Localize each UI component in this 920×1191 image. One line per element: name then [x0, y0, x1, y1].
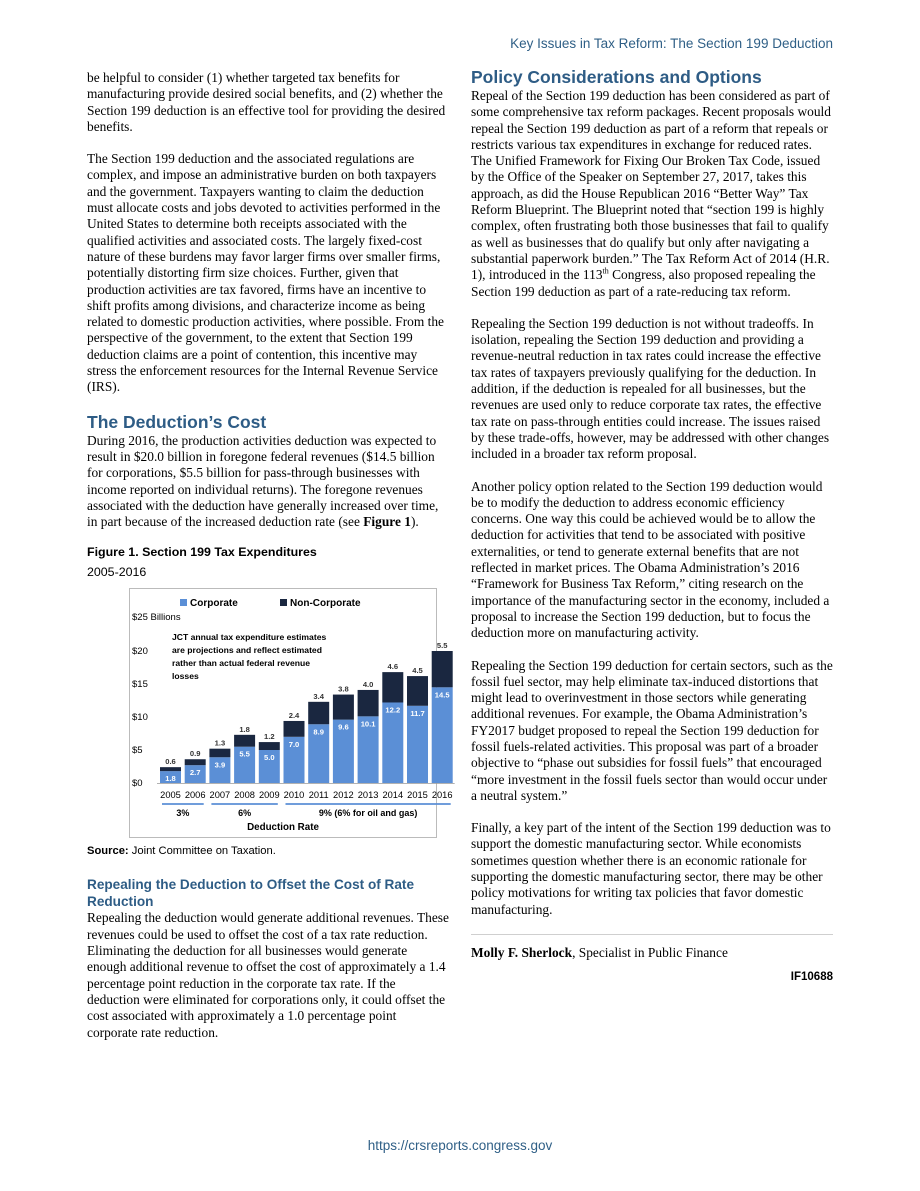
bar-noncorporate — [432, 651, 453, 687]
bar-noncorporate — [284, 721, 305, 737]
y-tick-label: $15 — [132, 679, 148, 691]
author-line — [471, 934, 833, 961]
paragraph: Another policy option related to the Section 199 deduction would be to modify the deduction to address economic efficiency concerns. One way this could be achieved would be to allow the deduction for activities that tend to be associated with positive externalities, or tend to generate external benefits that are not reflected in market prices. The Obama Administration’s 2016 “Framework for Business Tax Reform,” citing research on the importance of the manufacturing sector in the economy, included a proposal to increase the Section 199 deduction, but to focus the deduction more on manufacturing activity. — [471, 478, 830, 641]
data-label-noncorporate: 3.4 — [313, 692, 324, 702]
data-label-noncorporate: 1.2 — [264, 732, 275, 742]
paragraph: Repealing the Section 199 deduction is not without tradeoffs. In isolation, repealing the Section 199 deduction and providing a revenue-neutral reduction in tax rates could increase the effective tax rates of taxpayers previously qualifying for the deduction. In addition, if the deduction is repealed for all businesses, but the revenues are used only to reduce corporate tax rates, the effective tax rate on pass-through entities could increase. The issues raised by these trade-offs, however, may be addressed with other changes included in a broader tax reform proposal. — [471, 315, 830, 462]
legend-label-noncorporate: Non-Corporate — [290, 598, 361, 610]
data-label-corporate: 10.1 — [360, 719, 376, 729]
x-tick-label: 2010 — [283, 790, 305, 801]
bar-noncorporate — [407, 677, 428, 707]
y-axis-top-label: $25 Billions — [132, 612, 181, 624]
author-role: , Specialist in Public Finance — [572, 944, 728, 960]
figure-subtitle: 2005-2016 — [87, 565, 147, 580]
figure-title: Figure 1. Section 199 Tax Expenditures — [87, 545, 317, 560]
x-tick-label: 2007 — [209, 790, 231, 801]
data-label-corporate: 9.6 — [338, 723, 349, 733]
bar-noncorporate — [160, 768, 181, 772]
y-tick-label: $10 — [132, 712, 148, 724]
x-axis-title: Deduction Rate — [247, 822, 319, 834]
paragraph: Repealing the Section 199 deduction for certain sectors, such as the fossil fuel sector, may help eliminate tax-induced distortions that might lead to overinvestment in those sectors while generating additional revenues. For example, the Obama Administration’s FY2017 budget proposed to repeal the Section 199 deduction for fossil fuels-related activities. This proposal was part of a broader objective to “phase out subsidies for fossil fuels” that encouraged “more investment in the fossil fuels sector than would occur under a neutral system.” — [471, 657, 833, 803]
data-label-noncorporate: 1.8 — [239, 725, 250, 735]
chart-annotation-line: losses — [172, 671, 199, 682]
legend-label-corporate: Corporate — [190, 598, 238, 610]
section-heading-policy: Policy Considerations and Options — [471, 67, 762, 87]
left-column — [87, 70, 453, 1041]
paragraph: Repealing the deduction would generate additional revenues. These revenues could be used to offset the cost of a tax rate reduction. Eliminating the deduction for all businesses would generate enough additional revenue to offset the cost of approximately a 1.4 percentage point reduction in the corporate tax rate. If the deduction were eliminated for corporations only, it could offset the cost associated with approximately a 1.0 percentage point corporate rate reduction. — [87, 910, 449, 1040]
legend-swatch-noncorporate — [280, 599, 287, 606]
bar-noncorporate — [209, 749, 230, 758]
chart-annotation-line: are projections and reflect estimated — [172, 645, 322, 656]
running-header: Key Issues in Tax Reform: The Section 199 Deduction — [510, 36, 833, 51]
bar-noncorporate — [333, 695, 354, 720]
tax-expenditure-chart — [130, 589, 453, 837]
data-label-corporate: 2.7 — [189, 768, 201, 778]
data-label-corporate: 12.2 — [385, 705, 401, 715]
data-label-noncorporate: 0.9 — [189, 749, 201, 759]
data-label-noncorporate: 1.3 — [214, 739, 226, 749]
bar-noncorporate — [185, 760, 206, 766]
rate-group-label: 3% — [176, 808, 190, 819]
x-tick-label: 2016 — [431, 790, 453, 801]
data-label-noncorporate: 5.5 — [436, 641, 448, 651]
bar-noncorporate — [308, 702, 329, 724]
x-tick-label: 2005 — [160, 790, 181, 801]
legend-swatch-corporate — [180, 599, 187, 606]
data-label-corporate: 3.9 — [214, 760, 226, 770]
paragraph: be helpful to consider (1) whether targeted tax benefits for manufacturing provide desired social benefits, and (2) whether the Section 199 deduction is an effective tool for providing the desired benefits. — [87, 70, 446, 134]
data-label-noncorporate: 4.0 — [362, 680, 374, 690]
bar-noncorporate — [382, 673, 403, 703]
bar-noncorporate — [358, 690, 379, 716]
bar-noncorporate — [259, 743, 280, 751]
data-label-corporate: 5.0 — [264, 753, 275, 763]
rate-group-label: 6% — [238, 808, 252, 819]
data-label-noncorporate: 4.5 — [412, 666, 423, 676]
bar-noncorporate — [234, 735, 255, 747]
data-label-noncorporate: 2.4 — [288, 711, 300, 721]
x-tick-label: 2008 — [234, 790, 255, 801]
x-tick-label: 2009 — [258, 790, 280, 801]
paragraph: The Section 199 deduction and the associated regulations are complex, and impose an administrative burden on both taxpayers and the government. Taxpayers wanting to claim the deduction must allocate costs and jobs devoted to activities performed in the United States to determine both receipts associated with the qualified activities and associated costs. The largely fixed-cost nature of these burdens may favor larger firms over smaller firms, potentially distorting firm size choices. Further, given that production activities are tax favored, firms have an incentive to shift profits among divisions, and characterize income as being related to domestic production activities, where possible. From the perspective of the government, to the extent that Section 199 deduction claims are a point of contention, this incentive may stress the enforcement resources for the Internal Revenue Service (IRS). — [87, 151, 444, 395]
paragraph: Repeal of the Section 199 deduction has been considered as part of some comprehensive tax reform packages. Recent proposals would repeal the Section 199 deduction as part of a reform that repeals or restricts various tax expenditures in exchange for reduced rates. The Unified Framework for Fixing Our Broken Tax Code, issued by the Office of the Speaker on September 27, 2017, takes this approach, as did the House Republican 2016 “Better Way” Tax Reform Blueprint. The Blueprint noted that “section 199 is highly complex, often frustrating both those businesses that fail to qualify as well as businesses that do qualify but only after navigating a substantial paperwork burden.” The Tax Reform Act of 2014 (H.R. 1), introduced in the 113th Congress, also proposed repealing the Section 199 deduction as part of a rate-reducing tax reform. — [471, 88, 831, 299]
data-label-corporate: 14.5 — [434, 690, 450, 700]
data-label-noncorporate: 4.6 — [387, 662, 399, 672]
data-label-noncorporate: 3.8 — [338, 684, 349, 694]
rate-group-label: 9% (6% for oil and gas) — [318, 808, 418, 819]
section-heading-repeal: Repealing the Deduction to Offset the Cost of Rate Reduction — [87, 877, 415, 910]
bar-corporate — [382, 703, 403, 784]
chart-annotation-line: rather than actual federal revenue — [172, 658, 311, 669]
y-tick-label: $5 — [132, 745, 143, 757]
report-id: IF10688 — [790, 971, 833, 984]
x-tick-label: 2006 — [184, 790, 206, 801]
data-label-corporate: 5.5 — [239, 750, 250, 760]
data-label-corporate: 7.0 — [288, 740, 300, 750]
footer-url[interactable]: https://crsreports.congress.gov — [367, 1138, 553, 1153]
paragraph: During 2016, the production activities deduction was expected to result in $20.0 billion in foregone federal revenues ($14.5 billion for corporations, $5.5 billion for pass-through businesses with income reported on individual returns). The foregone revenues associated with the deduction have generally increased over time, in part because of the increased deduction rate (see Figure 1). — [87, 432, 439, 530]
bar-corporate — [432, 688, 453, 784]
x-tick-label: 2011 — [308, 790, 329, 801]
x-tick-label: 2013 — [357, 790, 379, 801]
data-label-noncorporate: 0.6 — [165, 757, 176, 767]
data-label-corporate: 1.8 — [165, 774, 176, 784]
author-name: Molly F. Sherlock — [471, 944, 573, 960]
x-tick-label: 2012 — [333, 790, 354, 801]
chart-annotation-line: JCT annual tax expenditure estimates — [172, 632, 327, 643]
data-label-corporate: 11.7 — [410, 709, 425, 719]
figure-source: Source: Joint Committee on Taxation. — [87, 845, 276, 858]
x-tick-label: 2015 — [407, 790, 428, 801]
section-heading-cost: The Deduction’s Cost — [87, 411, 267, 432]
y-tick-label: $20 — [132, 646, 148, 658]
chart-container — [129, 588, 453, 838]
y-tick-label: $0 — [132, 778, 143, 790]
x-tick-label: 2014 — [382, 790, 404, 801]
paragraph: Finally, a key part of the intent of the Section 199 deduction was to support the domestic manufacturing sector. While economists sometimes question whether there is an economic rationale for supporting the domestic manufacturing sector, there may be other policy motivations for writing tax policies that favor domestic manufacturing. — [471, 820, 831, 917]
right-column — [471, 67, 833, 986]
figure-reference-link[interactable]: Figure 1 — [363, 514, 411, 530]
data-label-corporate: 8.9 — [313, 727, 324, 737]
